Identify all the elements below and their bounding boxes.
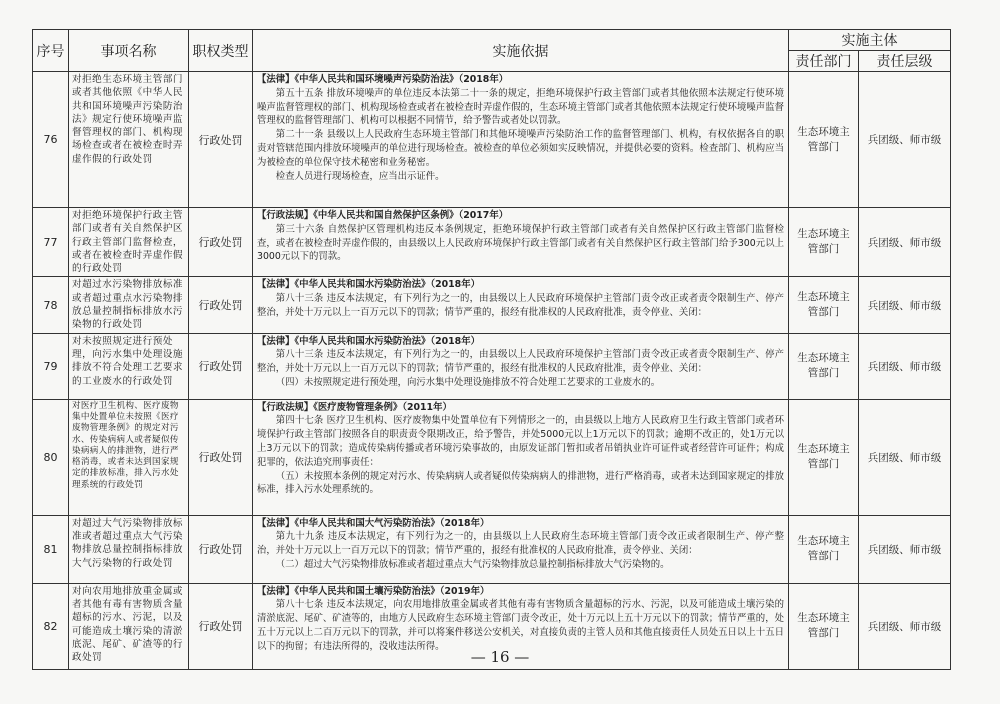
header-basis: 实施依据 [253, 30, 789, 72]
basis-paragraph: 第三十六条 自然保护区管理机构违反本条例规定，拒绝环境保护行政主管部门或者有关自然保护区行政主管部门监督检查，或者在被检查时弄虚作假的，由县级以上人民政府环境保护行政主管部门或者有关自然保护区行政主管部门给予300元以上3000元以下的罚款。 [257, 223, 784, 263]
authority-type: 行政处罚 [189, 277, 253, 333]
basis-paragraph: 第八十三条 违反本法规定，有下列行为之一的，由县级以上人民政府环境保护主管部门责令改正或者责令限制生产、停产整治，并处十万元以上一百万元以下的罚款；情节严重的，报经有批准权的人民政府批准，责令停业、关闭： [257, 349, 784, 375]
basis-heading: 【法律】《中华人民共和国土壤污染防治法》（2019年） [257, 585, 490, 597]
basis-heading: 【行政法规】《中华人民共和国自然保护区条例》（2017年） [257, 210, 509, 221]
header-item: 事项名称 [69, 30, 189, 72]
basis-paragraph: 第五十五条 排放环境噪声的单位违反本法第二十一条的规定，拒绝环境保护行政主管部门或者其他依照本法规定行使环境噪声监督管理权的部门、机构现场检查或者在被检查时弄虚作假的，生态环境主管部门或者其他依照本法规定行使环境噪声监督管理权的监督管理部门、机构可以根据不同情节，给予警告或者处以罚款。 [257, 87, 784, 127]
basis-paragraph: 第八十七条 违反本法规定，向农用地排放重金属或者其他有毒有害物质含量超标的污水、污泥，以及可能造成土壤污染的清淤底泥、尾矿、矿渣等的，由地方人民政府生态环境主管部门责令改正，处十万元以上五十万元以下的罚款；情节严重的，处五十万元以上二百万元以下的罚款，并可以将案件移送公安机关，对直接负责的主管人员和其他直接责任人员处五日以上十五日以下的拘留；有违法所得的，没收违法所得。 [257, 599, 784, 652]
responsible-dept: 生态环境主管部门 [789, 333, 859, 399]
basis-heading: 【法律】《中华人民共和国水污染防治法》（2018年） [257, 279, 480, 291]
row-number: 76 [33, 72, 69, 208]
basis-paragraph: 检查人员进行现场检查，应当出示证件。 [275, 170, 445, 182]
page-number: — 16 — [470, 648, 530, 666]
basis-paragraph: 第八十三条 违反本法规定，有下列行为之一的，由县级以上人民政府环境保护主管部门责令改正或者责令限制生产、停产整治，并处十万元以上一百万元以下的罚款；情节严重的，报经有批准权的人民政府批准，责令停业、关闭： [257, 293, 784, 319]
responsible-level: 兵团级、师市级 [859, 399, 951, 515]
row-number: 78 [33, 277, 69, 333]
item-name: 对医疗卫生机构、医疗废物集中处置单位未按照《医疗废物管理条例》的规定对污水、传染病病人或者疑似传染病病人的排泄物，进行严格消毒，或者未达到国家规定的排放标准，排入污水处理系统的行政处罚 [69, 399, 189, 515]
catalog-table [32, 29, 951, 670]
basis-paragraph: （四）未按照规定进行预处理，向污水集中处理设施排放不符合处理工艺要求的工业废水的。 [275, 377, 661, 389]
responsible-dept: 生态环境主管部门 [789, 208, 859, 277]
authority-type: 行政处罚 [189, 583, 253, 669]
item-name: 对拒绝环境保护行政主管部门或者有关自然保护区行政主管部门监督检查，或者在被检查时弄虚作假的行政处罚 [69, 208, 189, 277]
basis-paragraph: 第二十一条 县级以上人民政府生态环境主管部门和其他环境噪声污染防治工作的监督管理部门、机构，有权依据各自的职责对管辖范围内排放环境噪声的单位进行现场检查。被检查的单位必须如实反映情况，并提供必要的资料。检查部门、机构应当为被检查的单位保守技术秘密和业务秘密。 [257, 129, 784, 168]
authority-type: 行政处罚 [189, 515, 253, 583]
legal-basis [253, 277, 789, 333]
header-no: 序号 [33, 30, 69, 72]
responsible-level: 兵团级、师市级 [859, 333, 951, 399]
basis-paragraph: 第四十七条 医疗卫生机构、医疗废物集中处置单位有下列情形之一的，由县级以上地方人民政府卫生行政主管部门或者环境保护行政主管部门按照各自的职责责令限期改正，给予警告，并处5000元以上1万元以下的罚款；逾期不改正的，处1万元以上3万元以下的罚款；造成传染病传播或者环境污染事故的，由原发证部门暂扣或者吊销执业许可证件或者经营许可证件；构成犯罪的，依法追究刑事责任： [257, 415, 784, 468]
responsible-dept: 生态环境主管部门 [789, 583, 859, 669]
responsible-level: 兵团级、师市级 [859, 277, 951, 333]
responsible-level: 兵团级、师市级 [859, 583, 951, 669]
table-row [33, 277, 951, 333]
item-name: 对未按照规定进行预处理，向污水集中处理设施排放不符合处理工艺要求的工业废水的行政处罚 [69, 333, 189, 399]
responsible-level: 兵团级、师市级 [859, 208, 951, 277]
item-name: 对向农用地排放重金属或者其他有毒有害物质含量超标的污水、污泥，以及可能造成土壤污染的清淤底泥、尾矿、矿渣等的行政处罚 [69, 583, 189, 669]
basis-heading: 【法律】《中华人民共和国水污染防治法》（2018年） [257, 335, 480, 347]
responsible-dept: 生态环境主管部门 [789, 277, 859, 333]
legal-basis [253, 72, 789, 208]
legal-basis [253, 399, 789, 515]
basis-heading: 【行政法规】《医疗废物管理条例》（2011年） [257, 401, 452, 413]
basis-paragraph: 第九十九条 违反本法规定，有下列行为之一的，由县级以上人民政府生态环境主管部门责令改正或者限制生产、停产整治，并处十万元以上一百万元以下的罚款；情节严重的，报经有批准权的人民政府批准，责令停业、关闭： [257, 531, 784, 557]
item-name: 对超过大气污染物排放标准或者超过重点大气污染物排放总量控制指标排放大气污染物的行政处罚 [69, 515, 189, 583]
responsible-dept: 生态环境主管部门 [789, 399, 859, 515]
header-type: 职权类型 [189, 30, 253, 72]
legal-basis [253, 208, 789, 277]
basis-paragraph: （二）超过大气污染物排放标准或者超过重点大气污染物排放总量控制指标排放大气污染物的。 [275, 559, 670, 571]
item-name: 对拒绝生态环境主管部门或者其他依照《中华人民共和国环境噪声污染防治法》规定行使环境噪声监督管理权的部门、机构现场检查或者在被检查时弄虚作假的行政处罚 [69, 72, 189, 208]
header-dept: 责任部门 [789, 51, 859, 72]
legal-basis [253, 515, 789, 583]
row-number: 77 [33, 208, 69, 277]
responsible-dept: 生态环境主管部门 [789, 72, 859, 208]
table-row [33, 72, 951, 208]
header-subject: 实施主体 [789, 30, 951, 51]
basis-heading: 【法律】《中华人民共和国环境噪声污染防治法》（2018年） [257, 74, 509, 85]
row-number: 80 [33, 399, 69, 515]
responsible-dept: 生态环境主管部门 [789, 515, 859, 583]
row-number: 79 [33, 333, 69, 399]
responsible-level: 兵团级、师市级 [859, 515, 951, 583]
row-number: 81 [33, 515, 69, 583]
table-row [33, 399, 951, 515]
basis-heading: 【法律】《中华人民共和国大气污染防治法》（2018年） [257, 517, 490, 529]
table-row [33, 515, 951, 583]
authority-type: 行政处罚 [189, 399, 253, 515]
legal-basis [253, 333, 789, 399]
item-name: 对超过水污染物排放标准或者超过重点水污染物排放总量控制指标排放水污染物的行政处罚 [69, 277, 189, 333]
authority-type: 行政处罚 [189, 333, 253, 399]
table-row [33, 333, 951, 399]
row-number: 82 [33, 583, 69, 669]
basis-paragraph: （五）未按照本条例的规定对污水、传染病病人或者疑似传染病病人的排泄物，进行严格消毒，或者未达到国家规定的排放标准，排入污水处理系统的。 [257, 470, 784, 496]
responsible-level: 兵团级、师市级 [859, 72, 951, 208]
header-level: 责任层级 [859, 51, 951, 72]
table-row [33, 208, 951, 277]
authority-type: 行政处罚 [189, 208, 253, 277]
authority-type: 行政处罚 [189, 72, 253, 208]
